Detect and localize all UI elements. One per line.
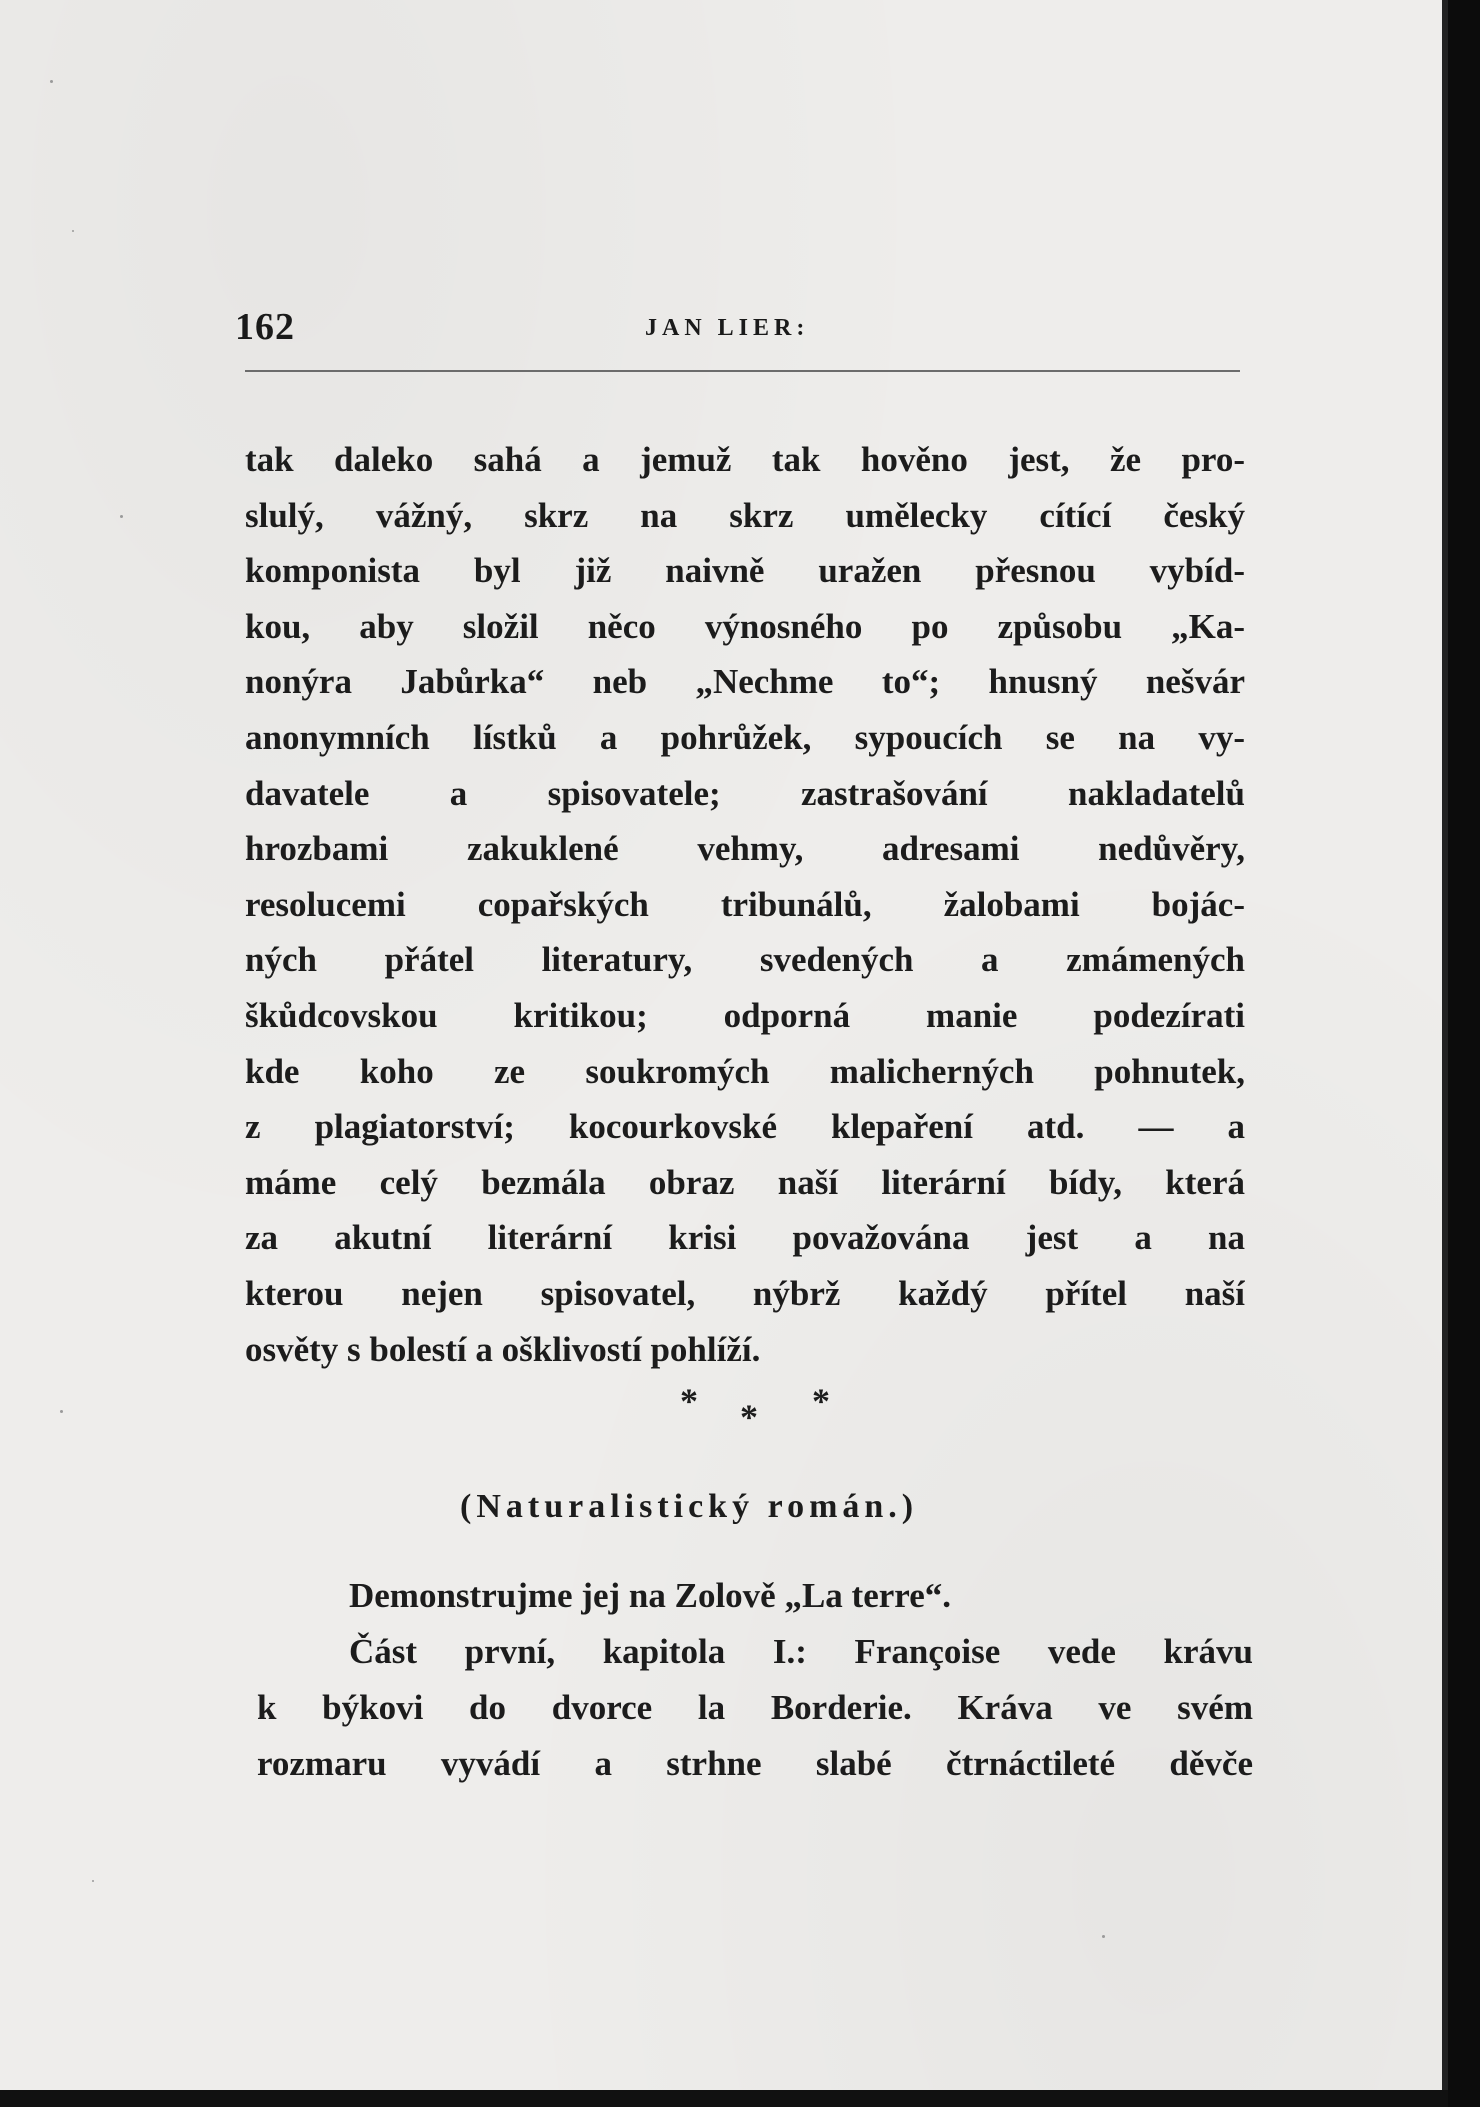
text-line: rozmaru vyvádí a strhne slabé čtrnáctileté děvče	[257, 1744, 1253, 1783]
text-line: davatele a spisovatele; zastrašování nakladatelů	[245, 773, 1245, 813]
text-line: k býkovi do dvorce la Borderie. Kráva ve svém	[257, 1688, 1253, 1727]
text-line: škůdcovskou kritikou; odporná manie podezírati	[245, 995, 1245, 1035]
asterisk: *	[680, 1381, 698, 1421]
scan-speck	[120, 515, 123, 518]
text-line: Demonstrujme jej na Zolově „La terre“.	[349, 1576, 951, 1615]
text-line: slulý, vážný, skrz na skrz umělecky cítící český	[245, 495, 1245, 535]
second-paragraph	[257, 1568, 1253, 1792]
scan-speck	[50, 80, 53, 83]
text-line: osvěty s bolestí a ošklivostí pohlíží.	[245, 1329, 761, 1369]
asterisk: *	[812, 1381, 830, 1421]
text-line: za akutní literární krisi považována jest a na	[245, 1218, 1245, 1258]
text-line: ných přátel literatury, svedených a zmámených	[245, 940, 1245, 980]
scan-speck	[72, 230, 74, 232]
scan-speck	[60, 1410, 63, 1413]
text-line: resolucemi copařských tribunálů, žalobami bojác-	[245, 884, 1245, 924]
page-number: 162	[235, 306, 295, 348]
text-line: kde koho ze soukromých malicherných pohnutek,	[245, 1051, 1245, 1091]
text-line: nonýra Jabůrka“ neb „Nechme to“; hnusný nešvár	[245, 662, 1245, 702]
text-line: komponista byl již naivně uražen přesnou vybíd-	[245, 551, 1245, 591]
page-header	[235, 305, 1245, 355]
text-line: máme celý bezmála obraz naší literární bídy, která	[245, 1162, 1245, 1202]
running-head: JAN LIER:	[645, 315, 810, 341]
main-paragraph	[245, 432, 1245, 1377]
section-title: (Naturalistický román.)	[460, 1488, 919, 1525]
text-line: kterou nejen spisovatel, nýbrž každý přítel naší	[245, 1273, 1245, 1313]
text-line: anonymních lístků a pohrůžek, sypoucích se na vy-	[245, 717, 1245, 757]
text-line: hrozbami zakuklené vehmy, adresami nedůvěry,	[245, 829, 1245, 869]
text-line: z plagiatorství; kocourkovské klepaření atd. — a	[245, 1107, 1245, 1147]
text-line: tak daleko sahá a jemuž tak hověno jest, že pro-	[245, 440, 1245, 479]
scan-speck	[1102, 1935, 1105, 1938]
asterisk: *	[740, 1397, 758, 1437]
text-line: kou, aby složil něco výnosného po způsobu „Ka-	[245, 606, 1245, 646]
text-line: Část první, kapitola I.: Françoise vede krávu	[349, 1632, 1253, 1671]
header-rule	[245, 370, 1240, 372]
scan-speck	[92, 1880, 94, 1882]
section-separator	[680, 1380, 840, 1440]
scan-border	[1448, 0, 1480, 2107]
